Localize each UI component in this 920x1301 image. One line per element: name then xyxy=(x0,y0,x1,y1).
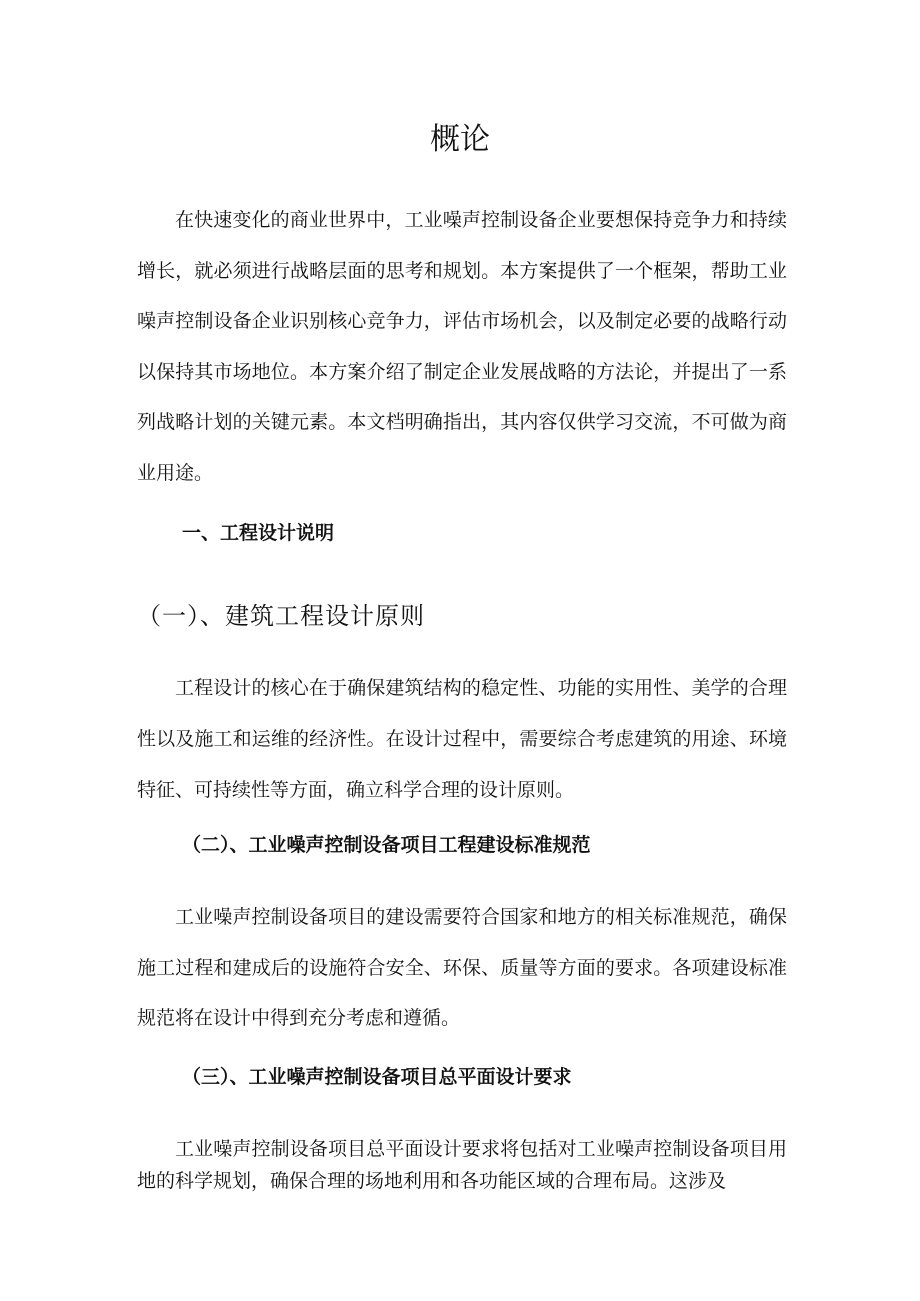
design-principles-paragraph: 工程设计的核心在于确保建筑结构的稳定性、功能的实用性、美学的合理性以及施工和运维的经济性。在设计过程中，需要综合考虑建筑的用途、环境特征、可持续性等方面，确立科学合理的设计原则。 xyxy=(137,677,787,801)
subsection-heading-site-plan: （三）、工业噪声控制设备项目总平面设计要求 xyxy=(182,1066,572,1088)
document-title: 概论 xyxy=(430,122,490,157)
subsection-heading-construction-standards: （二）、工业噪声控制设备项目工程建设标准规范 xyxy=(182,834,591,856)
site-plan-paragraph: 工业噪声控制设备项目总平面设计要求将包括对工业噪声控制设备项目用地的科学规划，确保合理的场地利用和各功能区域的合理布局。这涉及 xyxy=(137,1138,787,1192)
intro-paragraph: 在快速变化的商业世界中，工业噪声控制设备企业要想保持竞争力和持续增长，就必须进行战略层面的思考和规划。本方案提供了一个框架，帮助工业噪声控制设备企业识别核心竞争力，评估市场机会，以及制定必要的战略行动以保持其市场地位。本方案介绍了制定企业发展战略的方法论，并提出了一系列战略计划的关键元素。本文档明确指出，其内容仅供学习交流，不可做为商业用途。 xyxy=(137,209,787,484)
section-heading-engineering-design: 一、工程设计说明 xyxy=(182,522,335,544)
subsection-heading-design-principles: （一）、建筑工程设计原则 xyxy=(137,602,425,630)
construction-standards-paragraph: 工业噪声控制设备项目的建设需要符合国家和地方的相关标准规范，确保施工过程和建成后的设施符合安全、环保、质量等方面的要求。各项建设标准规范将在设计中得到充分考虑和遵循。 xyxy=(137,906,787,1029)
